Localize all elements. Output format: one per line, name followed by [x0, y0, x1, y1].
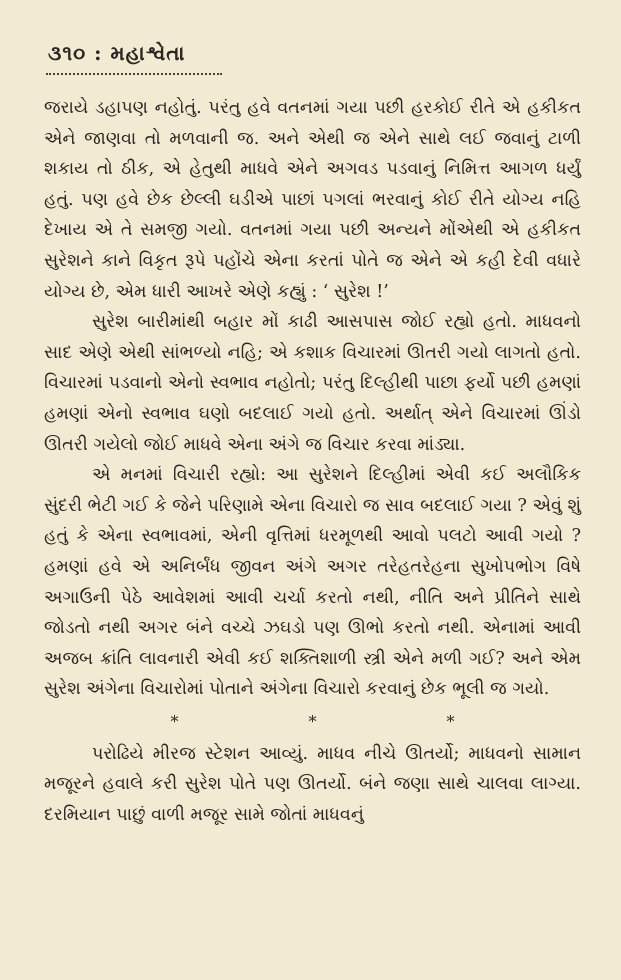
paragraph-1: જરાયે ડહાપણ નહોતું. પરંતુ હવે વતનમાં ગયા પછી હરકોઈ રીતે એ હકીકત એને જાણવા તો મળવાની જ. અને એથી જ એને સાથે લઈ જવાનું ટાળી શકાય તો ઠીક, એ હેતુથી માધવે એને અગવડ પડવાનું નિમિત્ત આગળ ધર્યું હતું. પણ હવે છેક છેલ્લી ઘડીએ પાછાં પગલાં ભરવાનું કોઈ રીતે યોગ્ય નહિ દેખાય એ તે સમજી ગયો. વતનમાં ગયા પછી અન્યને મોંએથી એ હકીકત સુરેશને કાને વિકૃત રૂપે પહોંચે એના કરતાં પોતે જ એને એ કહી દેવી વધારે યોગ્ય છે, એમ ધારી આખરે એણે કહ્યું : ‘ સુરેશ !’ [44, 98, 581, 302]
paragraph-4: પરોઢિયે મીરજ સ્ટેશન આવ્યું. માધવ નીચે ઊતર્યો; માધવનો સામાન મજૂરને હવાલે કરી સુરેશ પોતે પણ ઊતર્યો. બંને જણા સાથે ચાલવા લાગ્યા. દરમિયાન પાછું વાળી મજૂર સામે જોતાં માધવનું [44, 743, 581, 826]
separator-asterisk: * [446, 711, 455, 731]
paragraph-3: એ મનમાં વિચારી રહ્યો: આ સુરેશને દિલ્હીમાં એવી કઈ અલૌકિક સુંદરી ભેટી ગઈ કે જેને પરિણામે એના વિચારો જ સાવ બદલાઈ ગયા ? એવું શું હતું કે એના સ્વભાવમાં, એની વૃત્તિમાં ધરમૂળથી આવો પલટો આવી ગયો ? હમણાં હવે એ અનિર્બંધ જીવન અંગે અગર તરેહતરેહના સુખોપભોગ વિષે અગાઉની પેઠે આવેશમાં આવી ચર્ચા કરતો નથી, નીતિ અને પ્રીતિને સાથે જોડતો નથી અગર બંને વચ્ચે ઝઘડો પણ ઊભો કરતો નથી. એનામાં આવી અજબ ક્રાંતિ લાવનારી એવી કઈ શક્તિશાળી સ્ત્રી એને મળી ગઈ? અને એમ સુરેશ અંગેના વિચારોમાં પોતાને અંગેના વિચારો કરવાનું છેક ભૂલી જ ગયો. [44, 465, 581, 700]
separator-asterisk: * [308, 711, 317, 731]
page-body [44, 93, 581, 831]
running-head-rule [46, 69, 222, 75]
section-separator [44, 707, 581, 737]
running-head: ૩૧૦ : મહાશ્વેતા [48, 41, 186, 65]
paragraph-2: સુરેશ બારીમાંથી બહાર મોં કાઢી આસપાસ જોઈ રહ્યો હતો. માધવનો સાદ એણે એથી સાંભળ્યો નહિ; એ કશાક વિચારમાં ઊતરી ગયો લાગતો હતો. વિચારમાં પડવાનો એનો સ્વભાવ નહોતો; પરંતુ દિલ્હીથી પાછા ફર્યો પછી હમણાં હમણાં એનો સ્વભાવ ઘણો બદલાઈ ગયો હતો. અર્થાત્ એને વિચારમાં ઊંડો ઊતરી ગયેલો જોઈ માધવે એના અંગે જ વિચાર કરવા માંડ્યા. [44, 312, 581, 455]
separator-asterisk: * [170, 711, 179, 731]
